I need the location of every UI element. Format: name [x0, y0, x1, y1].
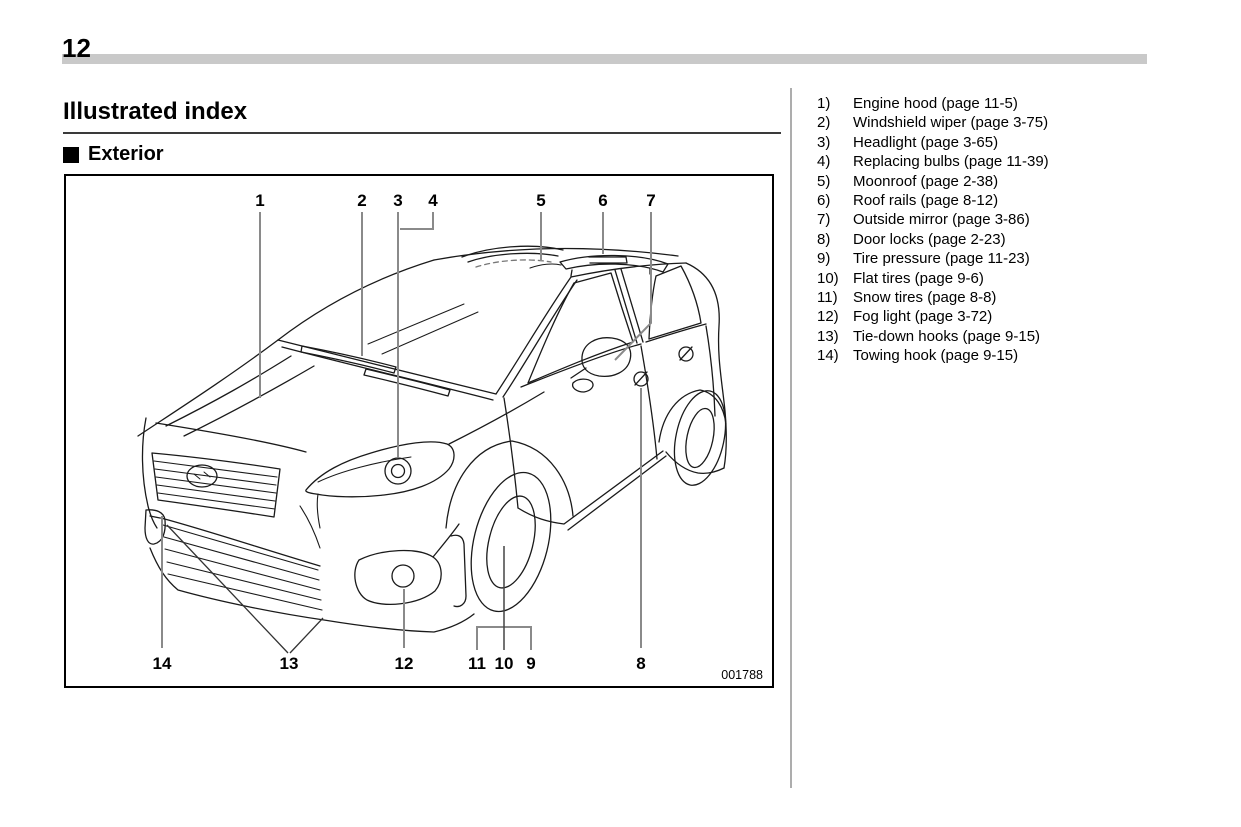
item-text: Snow tires (page 8-8) [853, 289, 997, 307]
item-text: Tie-down hooks (page 9-15) [853, 327, 1041, 345]
exterior-car-diagram [66, 176, 772, 686]
door-handle [573, 379, 593, 392]
car-sill-line [518, 451, 666, 530]
callout-12: 12 [394, 654, 414, 673]
list-item [817, 230, 1049, 249]
callout-5: 5 [536, 191, 546, 210]
headlight-projector [385, 458, 411, 484]
hood-leading-edge [156, 423, 306, 452]
list-item [817, 307, 1049, 326]
item-text: Roof rails (page 8-12) [853, 192, 999, 210]
side-mirror [571, 338, 631, 378]
item-number: 2) [817, 114, 831, 132]
item-text: Outside mirror (page 3-86) [853, 211, 1030, 229]
item-text: Flat tires (page 9-6) [853, 269, 984, 287]
list-item [817, 133, 1049, 152]
item-number: 3) [817, 133, 831, 151]
item-number: 4) [817, 153, 831, 171]
item-number: 10) [817, 269, 839, 287]
item-number: 13) [817, 327, 839, 345]
page-title: Illustrated index [63, 98, 781, 134]
exterior-diagram-frame [64, 174, 774, 688]
car-rear-hatch [686, 263, 726, 468]
parts-list [817, 94, 1049, 366]
fender-line-shoulder [449, 392, 544, 444]
headlight-to-bumper-lines [300, 494, 320, 548]
fog-pod-chrome-edge [433, 524, 466, 607]
list-item [817, 152, 1049, 171]
leader-4-bulbs-bracket [400, 212, 433, 229]
item-text: Headlight (page 3-65) [853, 133, 999, 151]
item-text: Windshield wiper (page 3-75) [853, 114, 1049, 132]
callout-1: 1 [255, 191, 265, 210]
list-item [817, 346, 1049, 365]
lower-grille-band [161, 518, 320, 566]
item-number: 14) [817, 347, 839, 365]
section-heading-label: Exterior [88, 143, 164, 165]
list-item [817, 288, 1049, 307]
rear-wheel-arch [659, 390, 726, 442]
item-text: Engine hood (page 11-5) [853, 95, 1018, 112]
fog-light-lamp [392, 565, 414, 587]
item-text: Towing hook (page 9-15) [853, 347, 1019, 365]
item-number: 9) [817, 250, 831, 268]
item-text: Door locks (page 2-23) [853, 230, 1006, 248]
list-item [817, 94, 1049, 113]
car-a-pillar-far [278, 260, 434, 340]
item-text: Tire pressure (page 11-23) [853, 250, 1030, 268]
headlight-projector-inner [392, 465, 405, 478]
callout-3: 3 [393, 191, 403, 210]
list-item [817, 191, 1049, 210]
figure-code: 001788 [721, 668, 763, 682]
item-text: Fog light (page 3-72) [853, 308, 993, 326]
item-text: Moonroof (page 2-38) [853, 172, 999, 190]
headlight-outline [306, 442, 454, 497]
lower-grille-strakes [163, 525, 322, 610]
page-number: 12 [62, 33, 91, 63]
roof-rail-far [530, 264, 561, 268]
list-item [817, 249, 1049, 268]
callout-2: 2 [357, 191, 367, 210]
item-number: 5) [817, 172, 831, 190]
front-tire [458, 464, 564, 620]
front-wheel-arch [446, 441, 573, 528]
column-divider [790, 88, 792, 788]
list-item [817, 210, 1049, 229]
section-heading [63, 143, 164, 166]
callout-8: 8 [636, 654, 646, 673]
callout-9: 9 [526, 654, 536, 673]
list-item [817, 113, 1049, 132]
callout-4: 4 [428, 191, 438, 210]
item-number: 7) [817, 211, 831, 229]
item-number: 8) [817, 230, 831, 248]
list-item [817, 327, 1049, 346]
car-cowl-line [278, 340, 496, 400]
bumper-bottom-edge [150, 548, 474, 632]
subaru-logo [187, 465, 217, 487]
list-item [817, 269, 1049, 288]
car-windshield-reflections [368, 304, 478, 354]
section-square-icon [63, 147, 79, 163]
callout-14: 14 [152, 654, 172, 673]
item-number: 11) [817, 289, 838, 307]
callout-6: 6 [598, 191, 608, 210]
callout-11: 11 [468, 654, 486, 673]
windshield-wipers [301, 346, 450, 396]
rear-wheel-rim [681, 406, 719, 470]
car-front-window [528, 273, 633, 383]
list-item [817, 172, 1049, 191]
door-lock-keyhole-rear [679, 347, 693, 361]
leader-lines [162, 212, 651, 650]
callout-13: 13 [279, 654, 299, 673]
fog-light-pod [355, 551, 441, 605]
callout-7: 7 [646, 191, 656, 210]
item-text: Replacing bulbs (page 11-39) [853, 153, 1049, 171]
header-accent-bar [62, 54, 1147, 64]
callout-10: 10 [494, 654, 514, 673]
item-number: 12) [817, 308, 839, 326]
front-wheel-rim [478, 491, 543, 593]
car-illustration [138, 246, 733, 632]
car-hood-far-edge [138, 340, 278, 436]
moonroof-dashed-edge [476, 260, 551, 267]
item-number: 1) [817, 95, 831, 112]
item-number: 6) [817, 192, 831, 210]
